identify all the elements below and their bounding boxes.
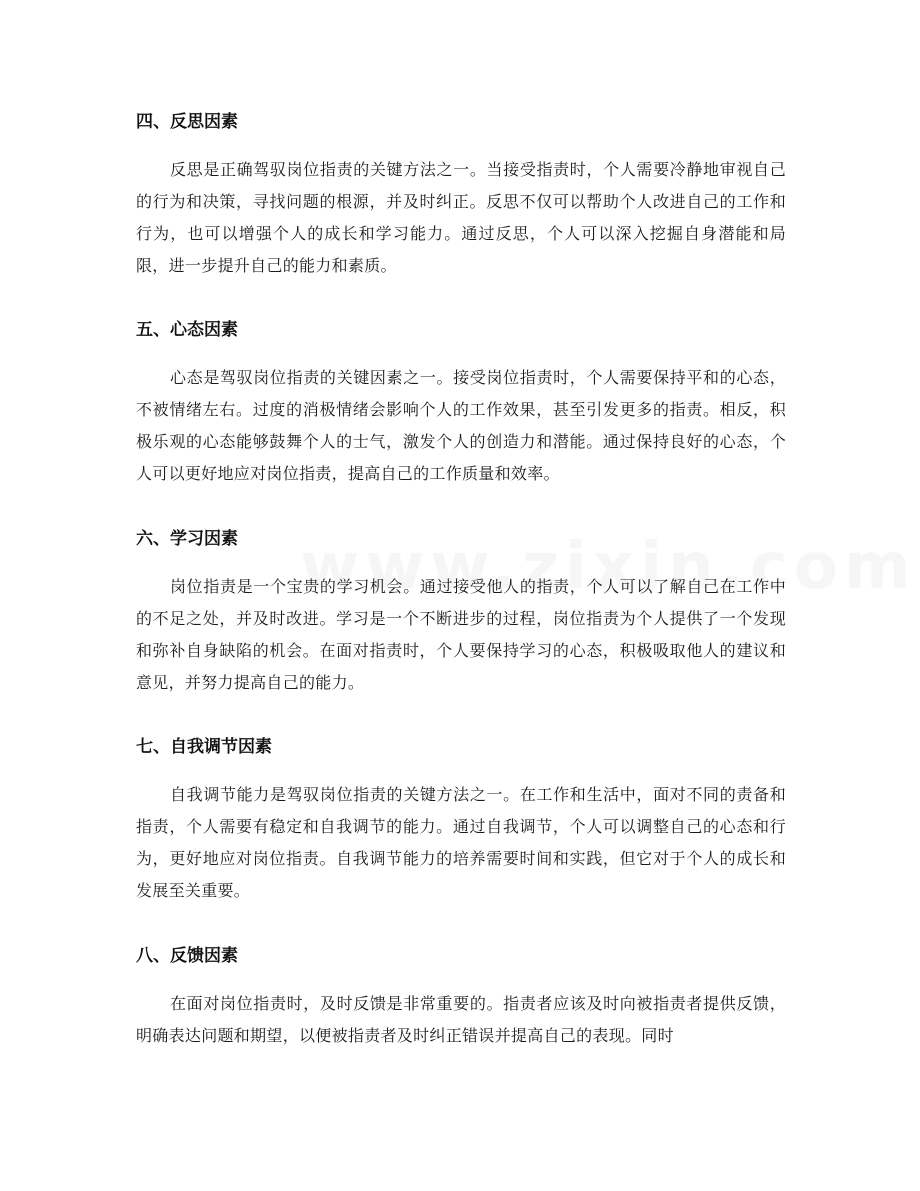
section-paragraph: 自我调节能力是驾驭岗位指责的关键方法之一。在工作和生活中，面对不同的责备和指责，个人需要有稳定和自我调节的能力。通过自我调节，个人可以调整自己的心态和行为，更好地应对岗位指责。自我调节能力的培养需要时间和实践，但它对于个人的成长和发展至关重要。 — [136, 785, 786, 900]
section-heading: 八、反馈因素 — [136, 946, 238, 966]
section-heading: 五、心态因素 — [136, 320, 238, 340]
section-heading: 六、学习因素 — [136, 529, 238, 549]
section-paragraph: 反思是正确驾驭岗位指责的关键方法之一。当接受指责时，个人需要冷静地审视自己的行为和决策，寻找问题的根源，并及时纠正。反思不仅可以帮助个人改进自己的工作和行为，也可以增强个人的成长和学习能力。通过反思，个人可以深入挖掘自身潜能和局限，进一步提升自己的能力和素质。 — [136, 160, 786, 275]
section-self-regulation — [136, 737, 786, 907]
section-feedback — [136, 946, 786, 1052]
section-reflection — [136, 112, 786, 282]
section-mindset — [136, 320, 786, 490]
section-heading: 四、反思因素 — [136, 112, 238, 132]
section-paragraph: 在面对岗位指责时，及时反馈是非常重要的。指责者应该及时向被指责者提供反馈，明确表达问题和期望，以便被指责者及时纠正错误并提高自己的表现。同时 — [136, 994, 786, 1045]
section-paragraph: 岗位指责是一个宝贵的学习机会。通过接受他人的指责，个人可以了解自己在工作中的不足之处，并及时改进。学习是一个不断进步的过程，岗位指责为个人提供了一个发现和弥补自身缺陷的机会。在面对指责时，个人要保持学习的心态，积极吸取他人的建议和意见，并努力提高自己的能力。 — [136, 577, 786, 692]
section-learning — [136, 529, 786, 699]
section-heading: 七、自我调节因素 — [136, 737, 272, 757]
section-paragraph: 心态是驾驭岗位指责的关键因素之一。接受岗位指责时，个人需要保持平和的心态，不被情绪左右。过度的消极情绪会影响个人的工作效果，甚至引发更多的指责。相反，积极乐观的心态能够鼓舞个人的士气，激发个人的创造力和潜能。通过保持良好的心态，个人可以更好地应对岗位指责，提高自己的工作质量和效率。 — [136, 368, 786, 483]
